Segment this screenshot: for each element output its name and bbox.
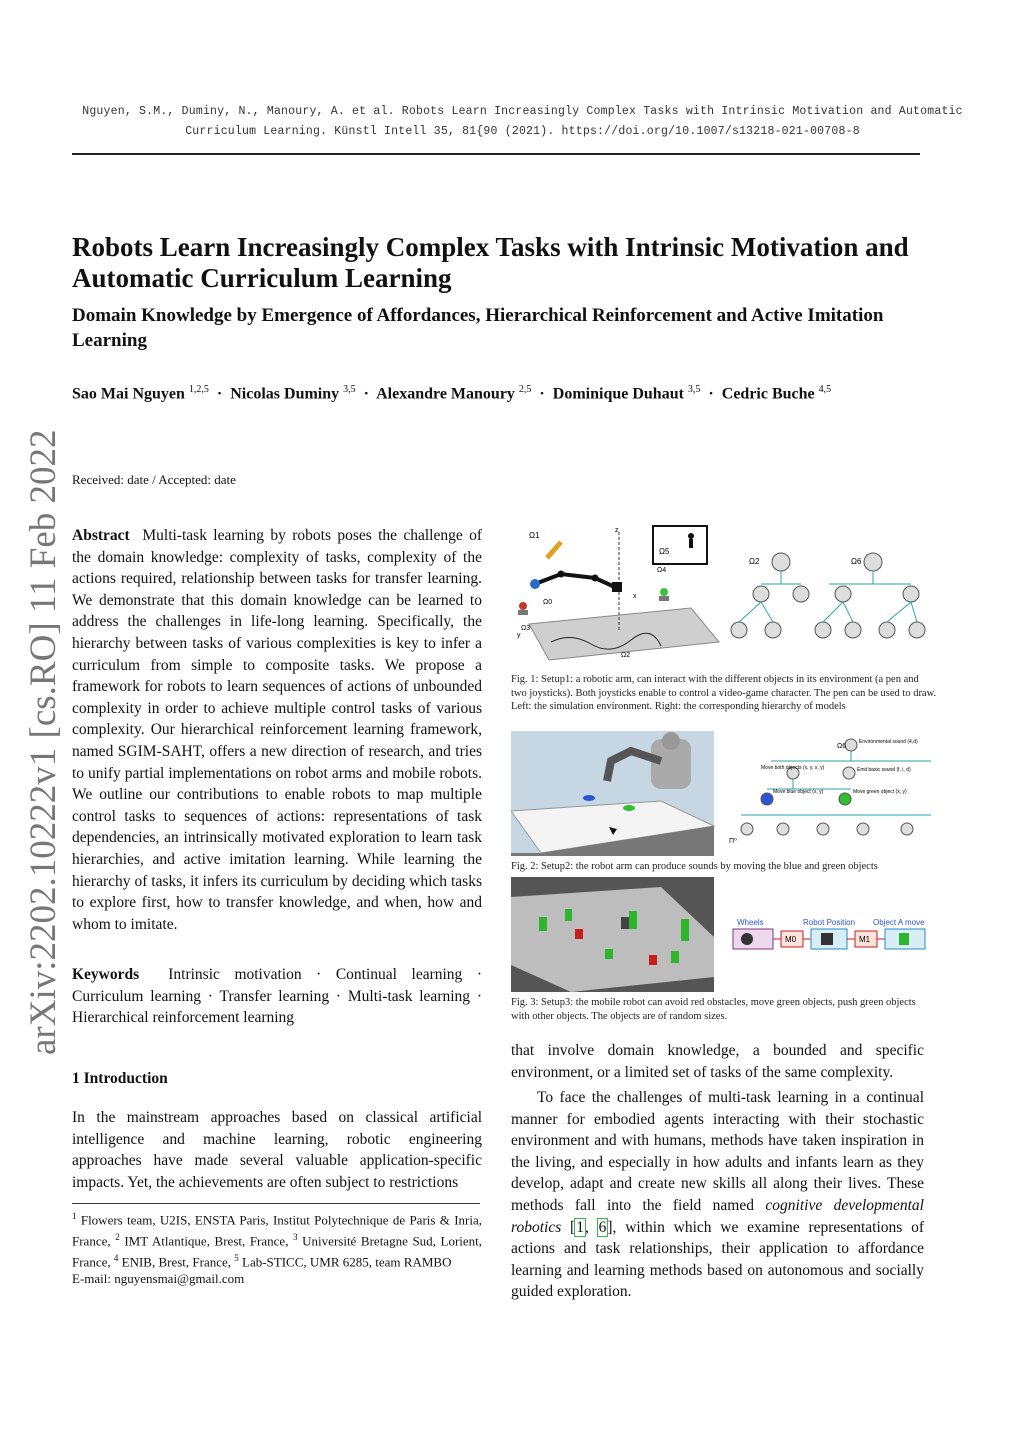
fig3-pipeline [733, 918, 925, 949]
green-object [681, 919, 689, 941]
abstract-label: Abstract [72, 527, 130, 544]
fig1-omega3-label: Ω3 [521, 625, 531, 632]
keywords-label: Keywords [72, 966, 140, 983]
figure-1-caption: Fig. 1: Setup1: a robotic arm, can interact with the different objects in its environment (a pen and two joysticks). Both joysticks enable to control a video-game character. The pen can be used to draw. Left: the simulation environment. Right: the corresponding hierarchy of models [511, 674, 937, 712]
figure-3-caption: Fig. 3: Setup3: the mobile robot can avoid red obstacles, move green objects, push green objects with other objects. The objects are of random sizes. [511, 997, 916, 1022]
hier-node [864, 553, 882, 571]
hier-edge [911, 602, 917, 622]
hier-node [765, 622, 781, 638]
intro-paragraph-2-text: To face the challenges of multi-task learning in a continual manner for embodied agents interacting with their stochastic environment and with humans, methods have taken inspiration in the living, and especially in how adults and infants learn as they develop, adapt and create new skills all along their lives. These methods fall into the field named [511, 1089, 924, 1214]
fig2-hierarchy [729, 739, 931, 845]
author-affiliation: 2,5 [518, 384, 532, 395]
fig1-omega5-label: Ω5 [659, 547, 670, 556]
footnote-rule [72, 1203, 480, 1204]
hier-node [909, 622, 925, 638]
reference-header [60, 102, 985, 142]
fig2-omega6-label: Ω6 [837, 743, 847, 750]
author-name: Sao Mai Nguyen [72, 385, 185, 403]
fig1-omega4-label: Ω4 [657, 567, 667, 574]
intro-paragraph-1-text: In the mainstream approaches based on classical artificial intelligence and machine learning, robotic engineering approaches have made several valuable application-specific impacts. Yet, the achievements are often subject to restrictions [72, 1109, 482, 1191]
footnote-affiliation: IMT Atlantique, Brest, France, [124, 1233, 289, 1249]
author-name: Dominique Duhaut [552, 385, 684, 403]
green-object [539, 917, 547, 931]
fig3-m1-label: M1 [859, 935, 871, 944]
hier-node [815, 622, 831, 638]
arm-joint [558, 571, 565, 578]
red-obstacle [575, 929, 583, 939]
paper-title: Robots Learn Increasingly Complex Tasks with Intrinsic Motivation and Automatic Curriculum Learning [72, 232, 909, 293]
hier-node [879, 622, 895, 638]
pen-icon [547, 542, 561, 558]
robot-arm [535, 574, 617, 588]
hier-node [845, 622, 861, 638]
footnote-marker: 5 [234, 1252, 239, 1263]
reference-line-1: Nguyen, S.M., Duminy, N., Manoury, A. et al. Robots Learn Increasingly Complex Tasks with Intrinsic Motivation and Automatic [82, 105, 963, 118]
hier-edge [823, 602, 843, 622]
citation-separator: , [584, 1218, 598, 1236]
footnote-email[interactable]: E-mail: nguyensmai@gmail.com [72, 1271, 245, 1287]
fig1-hierarchy [731, 553, 925, 638]
figure-2 [511, 731, 936, 856]
emphasis-term: cognitive developmental robotics [511, 1196, 924, 1236]
intro-paragraph-1-continued [511, 1040, 924, 1083]
intro-paragraph-2-text-end: , within which we examine representations of actions and task relationships, their application to affordance learning and learning methods based on autonomous and socially guided exploration. [511, 1218, 924, 1301]
hier-node [731, 622, 747, 638]
footnote-marker: 1 [72, 1211, 77, 1221]
footnote-affiliation: Flowers team, U2IS, ENSTA Paris, Institut Polytechnique de Paris & Inria, France, [72, 1212, 483, 1249]
hier-node [843, 767, 855, 779]
author-name: Alexandre Manoury [376, 385, 515, 403]
fig1-x-label: x [633, 593, 637, 600]
author-affiliation: 1,2,5 [188, 384, 209, 395]
figure-1 [511, 522, 939, 672]
hier-edge [761, 602, 773, 622]
green-joystick-icon [660, 588, 668, 596]
green-object [629, 911, 637, 929]
author-affiliation: 3,5 [343, 384, 356, 395]
fig3-robot-position-label: Robot Position [803, 918, 856, 927]
fig2-omega1-desc: Move blue object (x, y) [773, 789, 824, 795]
green-object [565, 909, 572, 921]
hier-node-blue [761, 793, 773, 805]
fig1-omega1-label: Ω1 [529, 531, 540, 540]
figure-3 [511, 877, 936, 992]
footnote-marker: 2 [115, 1231, 120, 1242]
keywords-block [72, 964, 482, 1029]
arm-base [612, 582, 622, 592]
citation-link[interactable]: 1 [576, 1218, 584, 1236]
footnote-affiliation: ENIB, Brest, France, [121, 1253, 232, 1269]
robot-icon [821, 933, 833, 945]
character-icon [688, 533, 694, 539]
intro-paragraph-1-cont-text: that involve domain knowledge, a bounded and specific environment, or a limited set of tasks of the same complexity. [511, 1042, 924, 1081]
citation-bracket: ] [607, 1218, 613, 1236]
footnote-affiliation: Lab-STICC, UMR 6285, team RAMBO [242, 1253, 452, 1269]
author-affiliation: 4,5 [818, 384, 832, 395]
fig2-omega2-desc: Move green object (x, y) [853, 789, 907, 795]
intro-paragraph-1 [72, 1107, 482, 1193]
fig3-wheels-label: Wheels [737, 918, 764, 927]
hier-node [793, 586, 809, 602]
figure-3-graphic [511, 877, 936, 992]
hier-node [777, 823, 789, 835]
hier-edge [887, 602, 911, 622]
author-name: Cedric Buche [721, 385, 815, 403]
figure-2-graphic [511, 731, 936, 856]
footnote [72, 1208, 482, 1288]
footnote-marker: 3 [293, 1231, 298, 1242]
fig1-omega0-label: Ω0 [543, 599, 553, 606]
red-joystick-icon [519, 602, 527, 610]
hier-node [903, 586, 919, 602]
screen-icon [653, 526, 707, 564]
hier-node [901, 823, 913, 835]
hier-node [835, 586, 851, 602]
robot-head [662, 732, 680, 750]
wheel-icon [741, 933, 753, 945]
hier-node [772, 553, 790, 571]
hier-node [741, 823, 753, 835]
figure-1-graphic [511, 522, 939, 672]
fig3-object-a-label: Object A move [873, 918, 925, 927]
blue-object [583, 795, 595, 801]
arm-joint [592, 575, 599, 582]
hier-edge [739, 602, 761, 622]
figure-2-caption: Fig. 2: Setup2: the robot arm can produce sounds by moving the blue and green objects [511, 861, 878, 872]
arm-end-effector [530, 579, 540, 589]
joystick-base [518, 610, 528, 615]
hier-node-green [839, 793, 851, 805]
fig1-omega2-label: Ω2 [621, 652, 631, 659]
red-obstacle [649, 955, 657, 965]
hier-node [857, 823, 869, 835]
fig2-omega3-desc: Move both objects (x, y, x, y) [761, 765, 825, 771]
abstract-block [72, 525, 482, 935]
citation-bracket: [ [570, 1218, 576, 1236]
green-object [671, 951, 679, 963]
hier-omega6-label: Ω6 [851, 557, 862, 566]
footnote-affiliation: Université Bretagne Sud, Lorient, France, [72, 1233, 483, 1269]
joystick-base [659, 596, 669, 601]
author-name: Nicolas Duminy [230, 385, 340, 403]
fig2-omega4-desc: Emit basic sound (f, i, d) [857, 767, 911, 773]
hier-edge [843, 602, 853, 622]
fig2-omega6-desc: Environmental sound (4,d) [859, 739, 918, 745]
fig2-pi-label: Π⁰ [729, 838, 737, 845]
fig1-z-label: z [615, 527, 619, 534]
section-heading-introduction: 1 Introduction [72, 1070, 168, 1087]
paper-subtitle: Domain Knowledge by Emergence of Affordances, Hierarchical Reinforcement and Active Imitation Learning [72, 305, 884, 351]
author-affiliation: 3,5 [687, 384, 701, 395]
hier-node [817, 823, 829, 835]
character-body-icon [689, 539, 693, 548]
author-list: Sao Mai Nguyen $^{1,2,5}$ · Nicolas Duminy $^{3,5}$ · Alexandre Manoury $^{2,5}$ · Dominique Duhaut $^{3,5}$ · Cedric Buche $^{4,5}$ [72, 384, 832, 403]
footnote-marker: 4 [113, 1252, 119, 1263]
hier-omega2-label: Ω2 [749, 557, 760, 566]
green-object [623, 805, 635, 811]
header-rule [72, 153, 920, 155]
abstract-text: Multi-task learning by robots poses the challenge of the domain knowledge: complexity of tasks, complexity of the actions required, relationship between tasks for transfer learning. We demonstrate that this domain knowledge can be learned to address the challenges in life-long learning. Specifically, the hierarchy between tasks of various complexities is key to infer a curriculum from simple to composite tasks. We propose a framework for robots to learn sequences of actions of unbounded complexity in order to achieve multiple control tasks of various complexity. Our hierarchical reinforcement learning framework, named SGIM-SAHT, offers a new direction of research, and tries to unify partial implementations on robot arms and mobile robots. We outline our contributions to enable robots to map multiple control tasks to sequences of actions: representations of task dependencies, an intrinsically motivated exploration to learn task hierarchies, and active imitation learning. While learning the hierarchy of tasks, it infers its curriculum by deciding which tasks to explore first, how to transfer knowledge, and when, how and whom to imitate. [72, 527, 482, 933]
intro-paragraph-2 [511, 1087, 924, 1303]
fig3-m0-label: M0 [785, 935, 797, 944]
reference-line-2: Curriculum Learning. Künstl Intell 35, 81{90 (2021). https://doi.org/10.1007/s13218-021-00708-8 [185, 125, 860, 138]
arxiv-stamp[interactable]: arXiv:2202.10222v1 [cs.RO] 11 Feb 2022 [23, 429, 64, 1055]
citation-link[interactable]: 6 [598, 1218, 607, 1236]
object-icon [899, 933, 909, 945]
hier-node [845, 739, 857, 751]
keywords-text: Intrinsic motivation · Continual learning · Curriculum learning · Transfer learning · Multi-task learning · Hierarchical reinforcement learning [72, 966, 482, 1027]
received-line: Received: date / Accepted: date [72, 472, 236, 487]
hier-node [753, 586, 769, 602]
fig1-y-label: y [517, 632, 521, 639]
green-object [605, 949, 613, 959]
